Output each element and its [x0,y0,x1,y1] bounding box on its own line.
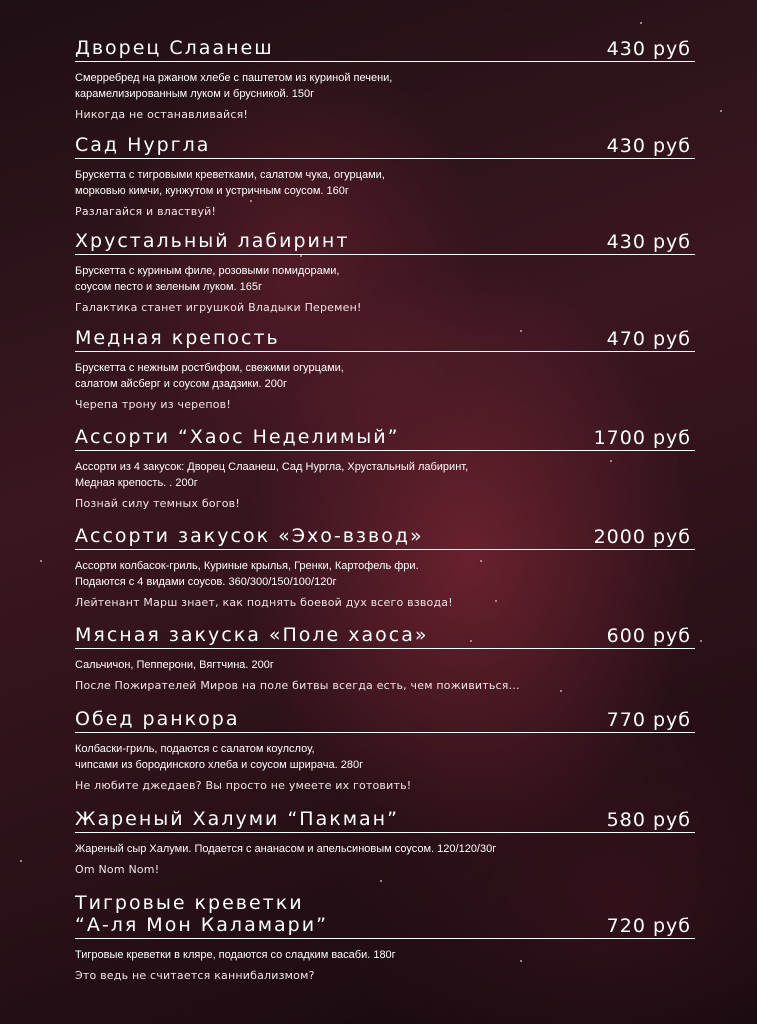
menu-item-price: 720 руб [606,915,691,937]
menu-item-tagline: Никогда не останавливайся! [75,108,249,121]
menu-item-tagline: Познай силу темных богов! [75,497,240,510]
menu-item-header [75,132,695,159]
menu-item-price: 430 руб [606,38,691,60]
menu-item-tagline: Разлагайся и властвуй! [75,205,217,218]
menu-item-header [75,35,695,62]
menu-item-tagline: Om Nom Nom! [75,863,160,876]
menu-item-description: Ассорти колбасок-гриль, Куриные крылья, Гренки, Картофель фри. Подаются с 4 видами соусов. 360/300/150/100/120г [75,560,419,588]
menu-item-tagline: Черепа трону из черепов! [75,398,231,411]
menu-item-header [75,325,695,352]
menu-item-tagline: Это ведь не считается каннибализмом? [75,969,315,982]
menu-item [75,806,695,877]
menu-item-price: 580 руб [606,809,691,831]
menu-item-name: Мясная закуска «Поле хаоса» [75,624,429,647]
menu-item-header [75,228,695,255]
menu-item-header [75,706,695,733]
menu-item [75,228,695,315]
menu-item-price: 770 руб [606,709,691,731]
menu-item-name: Жареный Халуми “Пакман” [75,808,399,831]
menu-item-header [75,892,695,939]
menu-item [75,523,695,610]
menu-item [75,325,695,412]
menu-item-price: 470 руб [606,328,691,350]
menu-item-header [75,806,695,833]
menu-item-header [75,523,695,550]
menu-item-tagline: Не любите джедаев? Вы просто не умеете их готовить! [75,779,412,792]
menu-item [75,622,695,693]
menu-item-name: Обед ранкора [75,708,240,731]
menu-item-name: Дворец Слаанеш [75,37,274,60]
menu-item [75,706,695,793]
menu-item-price: 430 руб [606,135,691,157]
menu-item-tagline: Галактика станет игрушкой Владыки Перемен! [75,301,362,314]
menu-item-header [75,424,695,451]
menu-item-name: Ассорти “Хаос Неделимый” [75,426,400,449]
menu-item-price: 2000 руб [593,526,691,548]
menu-item-description: Ассорти из 4 закусок: Дворец Слаанеш, Сад Нургла, Хрустальный лабиринт, Медная крепость. . 200г [75,461,469,489]
menu-item-tagline: После Пожирателей Миров на поле битвы всегда есть, чем поживиться... [75,679,520,692]
menu-item-name: Ассорти закусок «Эхо-взвод» [75,525,424,548]
menu-item-description: Жареный сыр Халуми. Подается с ананасом и апельсиновым соусом. 120/120/30г [75,843,497,855]
menu-item-name: Медная крепость [75,327,280,350]
menu-item-name: Тигровые креветки “А-ля Мон Каламари” [75,892,328,937]
menu-item [75,132,695,219]
menu-item [75,35,695,122]
menu-item-tagline: Лейтенант Марш знает, как поднять боевой дух всего взвода! [75,596,453,609]
menu-item-description: Тигровые креветки в кляре, подаются со сладким васаби. 180г [75,949,396,961]
menu-item-description: Колбаски-гриль, подаются с салатом коулслоу, чипсами из бородинского хлеба и соусом шрирача. 280г [75,743,364,771]
menu-item-name: Хрустальный лабиринт [75,230,350,253]
menu-item [75,424,695,511]
menu-item-price: 430 руб [606,231,691,253]
menu-item-price: 1700 руб [593,427,691,449]
menu-item-description: Сальчичон, Пепперони, Вягтчина. 200г [75,659,274,671]
menu-item-description: Брускетта с тигровыми креветками, салатом чука, огурцами, морковью кимчи, кунжутом и устричным соусом. 160г [75,169,385,197]
menu-item-name: Сад Нургла [75,134,211,157]
menu-item-price: 600 руб [606,625,691,647]
menu-item-description: Смерребред на ржаном хлебе с паштетом из куриной печени, карамелизированным луком и брусникой. 150г [75,72,393,100]
menu-item-header [75,622,695,649]
menu-item-description: Брускетта с куриным филе, розовыми помидорами, соусом песто и зеленым луком. 165г [75,265,340,293]
menu-item [75,892,695,983]
menu-item-description: Брускетта с нежным ростбифом, свежими огурцами, салатом айсберг и соусом дзадзики. 200г [75,362,344,390]
